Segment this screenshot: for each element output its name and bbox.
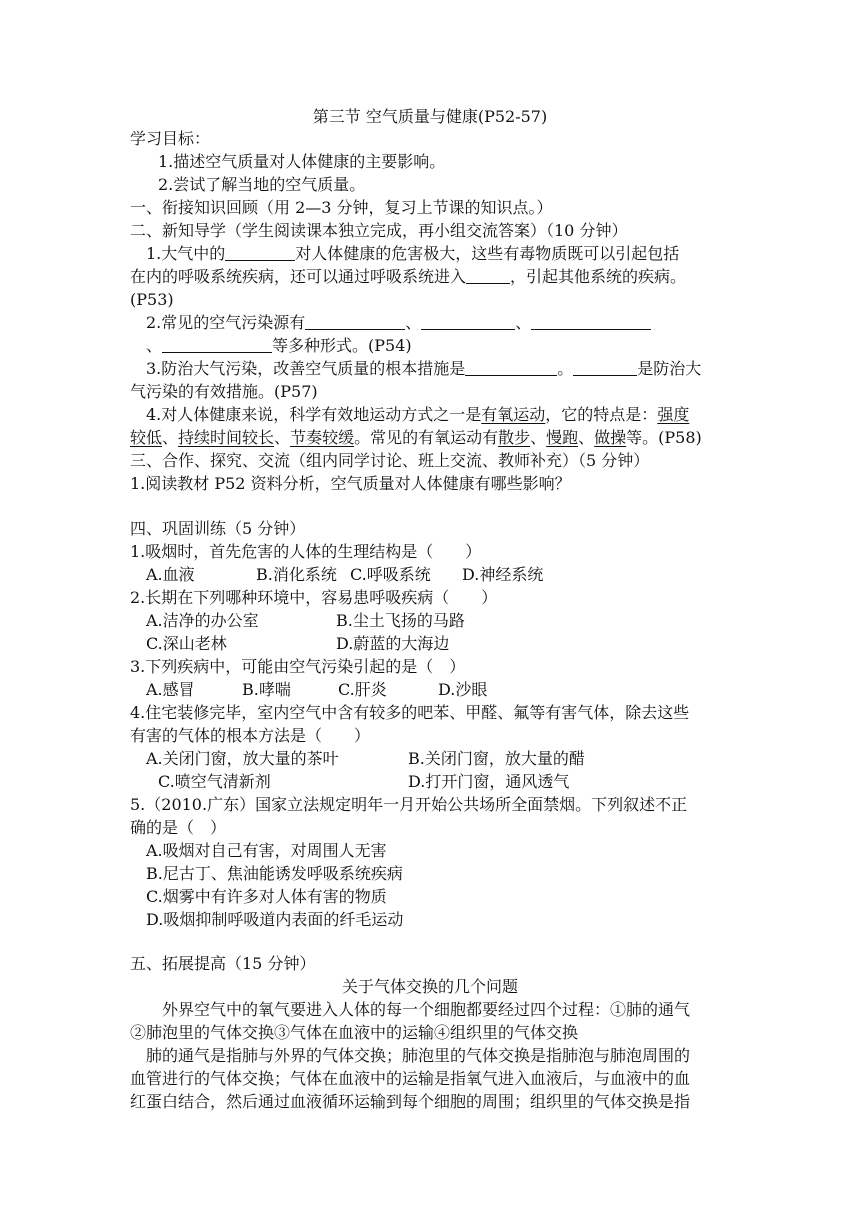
question-line bbox=[130, 266, 686, 288]
answer-blank[interactable] bbox=[162, 335, 272, 353]
question-line: 气污染的有效措施。(P57) bbox=[130, 382, 318, 401]
mc-question: 4.住宅装修完毕，室内空气中含有较多的吧苯、甲醛、氟等有害气体，除去这些 bbox=[130, 703, 690, 722]
question-text: ，引起其他系统的疾病。 bbox=[510, 267, 687, 286]
page-title: 第三节 空气质量与健康(P52-57) bbox=[312, 107, 548, 126]
mc-option[interactable]: A.关闭门窗，放大量的茶叶 bbox=[146, 749, 339, 768]
mc-options bbox=[146, 564, 543, 586]
mc-question: 1.吸烟时，首先危害的人体的生理结构是（ ） bbox=[130, 542, 482, 561]
question-text: 。常见的有氧运动有 bbox=[354, 428, 499, 447]
question-text: 2.常见的空气污染源有 bbox=[146, 313, 306, 332]
mc-option[interactable]: D.蔚蓝的大海边 bbox=[336, 634, 450, 653]
question-text: 、 bbox=[405, 313, 422, 332]
mc-option[interactable]: A.吸烟对自己有害，对周围人无害 bbox=[146, 841, 387, 860]
mc-option[interactable]: D.神经系统 bbox=[462, 565, 544, 584]
mc-options bbox=[146, 610, 465, 632]
mc-option[interactable]: C.呼吸系统 bbox=[350, 565, 431, 584]
mc-options bbox=[146, 633, 449, 655]
objective-item: 1.描述空气质量对人体健康的主要影响。 bbox=[158, 152, 446, 171]
mc-option[interactable]: B.尘土飞扬的马路 bbox=[336, 611, 465, 630]
reading-paragraph: ②肺泡里的气体交换③气体在血液中的运输④组织里的气体交换 bbox=[130, 1023, 579, 1042]
question-text: 、 bbox=[274, 428, 291, 447]
mc-option[interactable]: C.深山老林 bbox=[146, 634, 227, 653]
page-reference: (P53) bbox=[130, 290, 174, 309]
mc-option[interactable]: B.哮喘 bbox=[242, 680, 291, 699]
question-text: 1.大气中的 bbox=[146, 244, 226, 263]
mc-option[interactable]: B.尼古丁、焦油能诱发呼吸系统疾病 bbox=[146, 864, 403, 883]
question-text: 等多种形式。(P54) bbox=[272, 336, 412, 355]
mc-option[interactable]: D.打开门窗，通风透气 bbox=[408, 772, 570, 791]
mc-option[interactable]: C.喷空气清新剂 bbox=[158, 772, 271, 791]
answer-blank[interactable] bbox=[421, 312, 515, 330]
answer-blank[interactable] bbox=[573, 358, 637, 376]
discussion-question: 1.阅读教材 P52 资料分析，空气质量对人体健康有哪些影响？ bbox=[130, 474, 571, 493]
answer-blank[interactable] bbox=[465, 358, 557, 376]
reading-title: 关于气体交换的几个问题 bbox=[341, 977, 518, 996]
mc-option[interactable]: A.血液 bbox=[146, 565, 195, 584]
mc-option[interactable]: D.吸烟抑制呼吸道内表面的纤毛运动 bbox=[146, 910, 404, 929]
question-text: 、 bbox=[530, 428, 547, 447]
underlined-answer: 慢跑 bbox=[546, 428, 579, 447]
question-text: 。 bbox=[557, 359, 574, 378]
mc-options bbox=[146, 748, 585, 770]
answer-blank[interactable] bbox=[466, 266, 510, 284]
mc-option[interactable]: C.烟雾中有许多对人体有害的物质 bbox=[146, 887, 387, 906]
answer-blank[interactable] bbox=[305, 312, 405, 330]
underlined-answer: 持续时间较长 bbox=[178, 428, 275, 447]
underlined-answer: 做操 bbox=[594, 428, 627, 447]
question-text: 等。(P58) bbox=[626, 428, 702, 447]
question-text: 、 bbox=[162, 428, 179, 447]
mc-question: 有害的气体的根本方法是（ ） bbox=[130, 726, 371, 745]
mc-question: 2.长期在下列哪种环境中，容易患呼吸疾病（ ） bbox=[130, 588, 498, 607]
mc-option[interactable]: A.洁净的办公室 bbox=[146, 611, 259, 630]
question-line bbox=[146, 404, 689, 426]
mc-question: 5.（2010.广东）国家立法规定明年一月开始公共场所全面禁烟。下列叙述不正 bbox=[130, 795, 688, 814]
question-text: 对人体健康的危害极大，这些有毒物质既可以引起包括 bbox=[295, 244, 680, 263]
objectives-heading: 学习目标： bbox=[130, 129, 211, 148]
mc-option[interactable]: D.沙眼 bbox=[438, 680, 488, 699]
section-heading: 三、合作、探究、交流（组内同学讨论、班上交流、教师补充）（5 分钟） bbox=[130, 451, 650, 470]
question-text: 在内的呼吸系统疾病，还可以通过呼吸系统进入 bbox=[130, 267, 467, 286]
question-text: 、 bbox=[578, 428, 595, 447]
underlined-answer: 散步 bbox=[498, 428, 531, 447]
mc-question: 确的是（ ） bbox=[130, 818, 227, 837]
section-heading: 一、衔接知识回顾（用 2—3 分钟，复习上节课的知识点。） bbox=[130, 198, 553, 217]
section-heading: 五、拓展提高（15 分钟） bbox=[130, 954, 316, 973]
section-heading: 二、新知导学（学生阅读课本独立完成，再小组交流答案）（10 分钟） bbox=[130, 221, 628, 240]
mc-option[interactable]: B.关闭门窗，放大量的醋 bbox=[408, 749, 585, 768]
question-text: 4.对人体健康来说，科学有效地运动方式之一是 bbox=[146, 405, 482, 424]
section-heading: 四、巩固训练（5 分钟） bbox=[130, 519, 306, 538]
mc-option[interactable]: A.感冒 bbox=[146, 680, 195, 699]
question-line bbox=[146, 358, 701, 380]
question-line bbox=[146, 335, 412, 357]
reading-paragraph: 外界空气中的氧气要进入人体的每一个细胞都要经过四个过程：①肺的通气 bbox=[162, 1000, 691, 1019]
underlined-answer: 节奏较缓 bbox=[290, 428, 355, 447]
question-line bbox=[146, 312, 651, 334]
question-text: 、 bbox=[515, 313, 532, 332]
mc-question: 3.下列疾病中，可能由空气污染引起的是（ ） bbox=[130, 657, 466, 676]
underlined-answer: 强度 bbox=[657, 405, 690, 424]
question-text: 3.防治大气污染，改善空气质量的根本措施是 bbox=[146, 359, 466, 378]
mc-option[interactable]: B.消化系统 bbox=[256, 565, 337, 584]
mc-option[interactable]: C.肝炎 bbox=[338, 680, 387, 699]
mc-options bbox=[146, 771, 569, 793]
question-text: ，它的特点是： bbox=[545, 405, 658, 424]
reading-paragraph: 血管进行的气体交换；气体在血液中的运输是指氧气进入血液后，与血液中的血 bbox=[130, 1069, 691, 1088]
underlined-answer: 有氧运动 bbox=[481, 405, 546, 424]
reading-paragraph: 红蛋白结合，然后通过血液循环运输到每个细胞的周围；组织里的气体交换是指 bbox=[130, 1092, 691, 1111]
mc-options bbox=[146, 679, 487, 701]
answer-blank[interactable] bbox=[225, 243, 295, 261]
question-line bbox=[130, 427, 702, 449]
question-text: 、 bbox=[146, 336, 163, 355]
reading-paragraph: 肺的通气是指肺与外界的气体交换；肺泡里的气体交换是指肺泡与肺泡周围的 bbox=[146, 1046, 691, 1065]
underlined-answer: 较低 bbox=[130, 428, 163, 447]
question-line bbox=[146, 243, 679, 265]
question-text: 是防治大 bbox=[637, 359, 702, 378]
answer-blank[interactable] bbox=[531, 312, 651, 330]
objective-item: 2.尝试了解当地的空气质量。 bbox=[158, 175, 366, 194]
